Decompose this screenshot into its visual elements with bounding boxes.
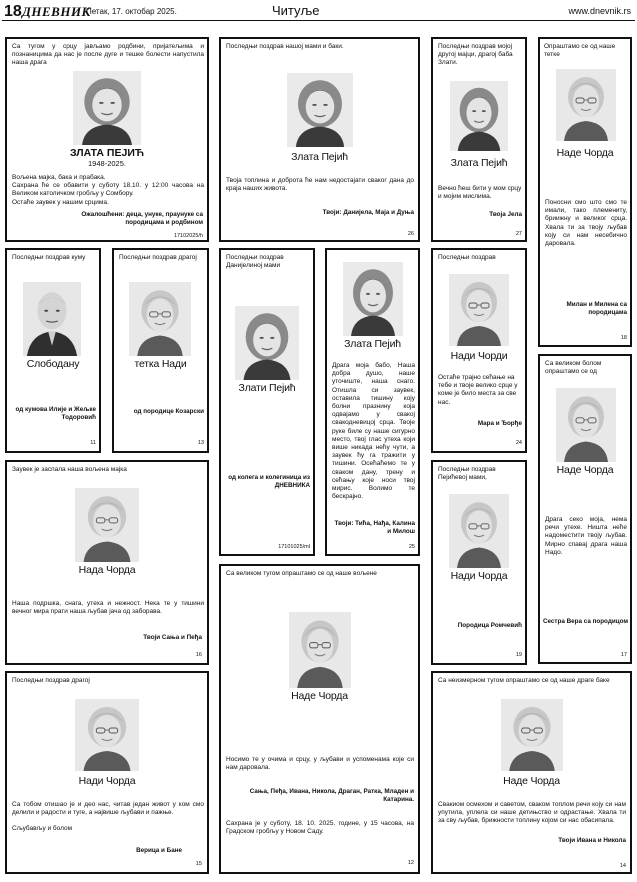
notice-body: Сахрана ће се обавити у суботу 18.10. у 12:00 часова на Великом католичком гробљу у Сомбору. xyxy=(12,182,204,198)
portrait-photo xyxy=(343,262,403,336)
notice-intro: Опраштамо се од наше тетке xyxy=(544,43,616,59)
notice-body: Твоја топлина и доброта ће нам недостајати сваког дана до краја наших живота. xyxy=(226,177,414,193)
notice-body: Свакиом осмехом и саветом, сваком топлом речи коју си нам упутила, уплела си наше детињство и одрастање. Хвала ти за сву љубав, брижности топлину којом си нас обасипала. xyxy=(438,801,626,825)
portrait-photo xyxy=(75,488,139,562)
deceased-name: Слободану xyxy=(26,358,80,370)
notice-code: 17102025/h xyxy=(173,233,203,239)
deceased-name: Нади Чорда xyxy=(78,775,136,787)
notice-body: Остаће заувек у нашим срцима. xyxy=(12,199,109,206)
notice-body: Са тобом отишао је и део нас, читав један живот у ком смо делили и радости и туге, а највише љубави и пажње. xyxy=(12,801,204,817)
notice-signature: Мара и Ђорђе xyxy=(477,420,522,427)
obituary-notice xyxy=(538,354,632,664)
notice-intro: Са великом тугом опраштамо се од наше вољене xyxy=(226,570,377,577)
notice-intro: Заувек је заспала наша вољена мајка xyxy=(12,466,127,473)
obituary-notice xyxy=(431,671,632,874)
notice-body: Сљубављу и болом xyxy=(12,825,73,832)
obituary-notice xyxy=(538,37,632,347)
portrait-photo xyxy=(449,274,509,346)
obituary-notice xyxy=(431,460,527,665)
obituary-notice xyxy=(431,248,527,453)
notice-body: Остаће трајно сећање на тебе и твоје велико срце у коме је било места за све нас. xyxy=(438,374,518,406)
notice-signature: Верица и Бане xyxy=(136,847,182,854)
notice-intro: Последњи поздрав Пејићевој мами, xyxy=(438,466,496,482)
deceased-name: ЗЛАТА ПЕЈИЋ xyxy=(69,147,145,159)
deceased-name: Злати Пејић xyxy=(238,382,296,394)
issue-date: Петак, 17. октобар 2025. xyxy=(86,7,177,16)
deceased-name: Наде Чорда xyxy=(503,775,560,787)
notice-code: 18 xyxy=(620,335,627,341)
notice-signature: Породица Ромчевић xyxy=(457,622,522,629)
notice-body: Наша подршка, снага, утеха и нежност. Нека те у тишини вечног мира прати наша љубав јача од заборава. xyxy=(12,600,204,616)
notice-code: 15 xyxy=(195,861,202,867)
page-number: 18 xyxy=(4,3,22,20)
portrait-photo xyxy=(556,69,616,141)
portrait-photo xyxy=(23,282,81,356)
deceased-name: Наде Чорда xyxy=(556,464,614,476)
obituary-notice xyxy=(112,248,209,453)
obituary-notice xyxy=(5,671,209,874)
notice-signature: Сестра Вера са породицом xyxy=(542,618,628,625)
notice-code: 16 xyxy=(195,652,202,658)
notice-signature: од породице Козарски xyxy=(133,408,204,415)
section-title: Читуље xyxy=(272,3,320,18)
notice-intro: Последњи поздрав драгој xyxy=(119,254,197,261)
portrait-photo xyxy=(449,494,509,568)
notice-body: Драга моја бабо, Наша добра душо, наше уточиште, наша снаго. Отишла си заувек, оставила тишину коју болни празнину која одвајамо у свакој свакодневицој срца. Твоје руке биле су наше сигурно место, твој глас утеха који више никада нећу чути, а заувек ћу га тражити у тишини. Осећаћемо те у сваком дану, трену и сећању које носи твој мирис. Волимо те бескрајно. xyxy=(332,362,415,501)
notice-intro: Последњи поздрав xyxy=(438,254,496,261)
notice-body: Носимо те у очима и срцу, у љубави и успоменама које си нам даровала. xyxy=(226,756,414,772)
deceased-name: Наде Чорда xyxy=(291,690,348,702)
portrait-photo xyxy=(501,699,563,771)
funeral-info: Сахрана је у суботу, 18. 10. 2025. године, у 15 часова, на Градском гробљу у Новом Саду. xyxy=(226,820,414,836)
notice-code: 24 xyxy=(515,440,522,446)
notice-signature: Твоја Јела xyxy=(489,211,522,218)
notice-intro: Последњи поздрав куму xyxy=(12,254,86,261)
notice-code: 26 xyxy=(407,231,414,237)
notice-code: 19 xyxy=(515,652,522,658)
portrait-photo xyxy=(73,71,141,145)
deceased-name: Злата Пејић xyxy=(450,157,508,169)
portrait-photo xyxy=(129,282,191,356)
deceased-name: Злата Пејић xyxy=(291,151,348,163)
portrait-photo xyxy=(287,73,353,147)
notice-body: Вољена мајка, бака и прабака. xyxy=(12,174,106,181)
portrait-photo xyxy=(450,81,508,151)
deceased-name: Наде Чорда xyxy=(556,147,614,159)
notice-signature: Твоји: Данијела, Маја и Дуња xyxy=(322,209,414,216)
notice-code: 14 xyxy=(619,863,626,869)
notice-intro: Последњи поздрав мојој другој мајци, драгој баба Злати. xyxy=(438,43,513,67)
obituary-notice xyxy=(5,37,209,242)
notice-code: 12 xyxy=(407,860,414,866)
notice-body: Вечно ћеш бити у мом срцу и мојим мислима. xyxy=(438,185,522,201)
newspaper-logo: ДНЕВНИК xyxy=(22,4,91,19)
notice-code: 25 xyxy=(408,544,415,550)
deceased-name: Злата Пејић xyxy=(344,338,401,350)
notice-signature: Милан и Милена са породицама xyxy=(566,301,627,316)
notice-signature: Сања, Пеђа, Ивана, Никола, Драган, Ратка, Младен и Катарина. xyxy=(249,788,414,803)
notice-intro: Са тугом у срцу јављамо родбини, пријатељима и познаницима да нас је после дуге и тешке болести напустила наша драга xyxy=(12,43,204,67)
obituary-notice xyxy=(5,460,209,665)
notice-code: 17101025/ml xyxy=(278,544,310,550)
portrait-photo xyxy=(556,388,616,462)
notice-code: 27 xyxy=(515,231,522,237)
obituary-notice xyxy=(431,37,527,242)
obituary-notice xyxy=(219,37,420,242)
notice-body: Драга секо моја, нема речи утехе. Ништа неће надоместити твоју љубав. Мирно спавај драга наша Надо. xyxy=(545,516,627,556)
obituary-notice xyxy=(325,248,420,556)
notice-code: 13 xyxy=(197,440,204,446)
notice-intro: Последњи поздрав драгој xyxy=(12,677,90,684)
notice-signature: Твоји: Тића, Нађа, Калина и Милош xyxy=(334,520,415,535)
notice-signature: Твоји Сања и Пеђа xyxy=(143,634,202,641)
website-link[interactable]: www.dnevnik.rs xyxy=(568,6,631,16)
deceased-name: тетка Нади xyxy=(134,358,187,370)
notice-code: 17 xyxy=(620,652,627,658)
notice-intro: Са неизмерном тугом опраштамо се од наше драге баке xyxy=(438,677,610,684)
notice-signature: Ожалошћени: деца, унуке, праунуке са породицама и родбином xyxy=(81,211,203,226)
page-header xyxy=(0,0,637,22)
notice-intro: Са великом болом опраштамо се од xyxy=(545,360,602,376)
deceased-name: Нада Чорда xyxy=(78,564,136,576)
obituary-notice xyxy=(219,248,315,556)
life-years: 1948-2025. xyxy=(88,159,126,168)
notice-body: Поносни смо што смо те имали, тако племениту, бриижну и великог срца. Хвала ти за твоју љубав коју си нам несебично даровала. xyxy=(545,199,627,248)
notice-intro: Последњи поздрав Данијелиној мами xyxy=(226,254,284,270)
notice-signature: од колега и колегиница из ДНЕВНИКА xyxy=(228,474,310,489)
deceased-name: Нади Чорда xyxy=(450,570,508,582)
portrait-photo xyxy=(75,699,139,771)
header-divider xyxy=(2,20,635,21)
notice-signature: од кумова Илије и Жељке Тодоровић xyxy=(15,406,96,421)
notice-intro: Последњи поздрав нашој мами и баки. xyxy=(226,43,344,50)
portrait-photo xyxy=(289,612,351,688)
notice-signature: Твоји Ивана и Никола xyxy=(558,837,626,844)
portrait-photo xyxy=(235,306,299,380)
notice-code: 11 xyxy=(90,440,96,446)
deceased-name: Нади Чорди xyxy=(450,350,508,362)
obituary-notice xyxy=(5,248,101,453)
obituary-notice xyxy=(219,564,420,874)
